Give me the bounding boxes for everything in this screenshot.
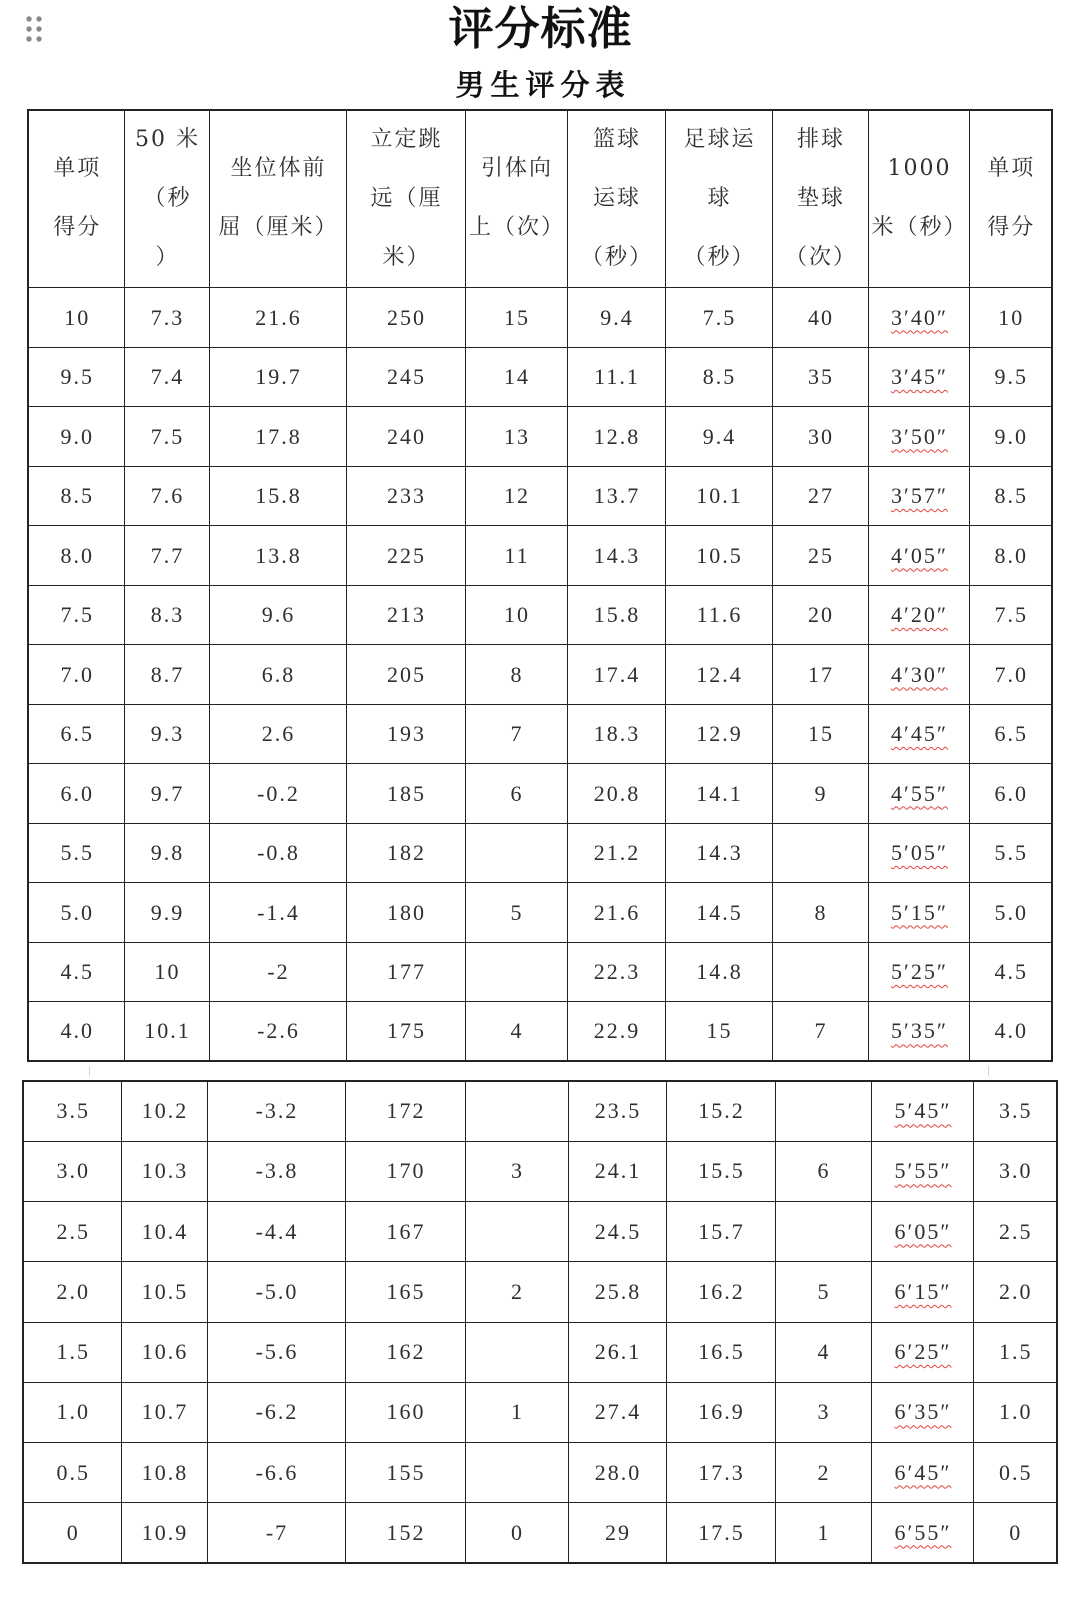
cell-pull-ups: [465, 1322, 568, 1382]
header-label-line: 垫球: [796, 185, 845, 211]
cell-basketball-dribble: 22.9: [567, 1002, 665, 1062]
cell-score-repeat: 5.5: [969, 823, 1052, 883]
cell-standing-long-jump: 165: [345, 1262, 465, 1322]
header-label-line: 单项: [987, 156, 1036, 182]
cell-volleyball-bump: 15: [772, 704, 868, 764]
header-row: [28, 110, 1052, 288]
cell-volleyball-bump: 5: [775, 1262, 871, 1322]
cell-run-1000m: 3′57″: [868, 466, 969, 526]
cell-football-dribble: 16.5: [666, 1322, 775, 1382]
cell-standing-long-jump: 240: [346, 407, 465, 467]
cell-sprint-50m: 10.2: [121, 1081, 207, 1141]
cell-sprint-50m: 7.4: [124, 347, 209, 407]
score-table-lower: [22, 1080, 1058, 1564]
header-label-line: 屈（厘米）: [218, 215, 339, 241]
table-row: [28, 585, 1052, 645]
cell-sit-and-reach: 17.8: [209, 407, 346, 467]
cell-football-dribble: 14.1: [665, 764, 772, 824]
header-label-line: 立定跳: [370, 127, 443, 152]
cell-basketball-dribble: 21.6: [567, 883, 665, 943]
cell-pull-ups: [465, 823, 567, 883]
cell-sit-and-reach: 9.6: [209, 585, 346, 645]
table-row: [23, 1443, 1057, 1503]
cell-sit-and-reach: -3.8: [207, 1141, 345, 1201]
cell-standing-long-jump: 193: [346, 704, 465, 764]
header-label-line: 1000: [887, 156, 952, 182]
cell-pull-ups: 0: [465, 1503, 568, 1563]
table-row: [23, 1202, 1057, 1262]
table-row: [28, 288, 1052, 348]
cell-sit-and-reach: -0.8: [209, 823, 346, 883]
header-label-line: 坐位体前: [230, 156, 327, 182]
cell-pull-ups: 3: [465, 1141, 568, 1201]
cell-sprint-50m: 8.3: [124, 585, 209, 645]
cell-pull-ups: 6: [465, 764, 567, 824]
cell-score: 4.0: [28, 1002, 124, 1062]
cell-basketball-dribble: 20.8: [567, 764, 665, 824]
cell-football-dribble: 16.9: [666, 1382, 775, 1442]
cell-run-1000m: 6′55″: [871, 1503, 973, 1563]
cell-football-dribble: 14.5: [665, 883, 772, 943]
table-row: [28, 347, 1052, 407]
cell-sprint-50m: 7.5: [124, 407, 209, 467]
cell-basketball-dribble: 21.2: [567, 823, 665, 883]
cell-score-repeat: 8.0: [969, 526, 1052, 586]
score-table-upper: [27, 109, 1053, 1062]
cell-sit-and-reach: 15.8: [209, 466, 346, 526]
cell-score-repeat: 7.5: [969, 585, 1052, 645]
cell-sprint-50m: 9.7: [124, 764, 209, 824]
cell-sit-and-reach: 2.6: [209, 704, 346, 764]
cell-sprint-50m: 10.1: [124, 1002, 209, 1062]
cell-volleyball-bump: 6: [775, 1141, 871, 1201]
cell-run-1000m: 5′45″: [871, 1081, 973, 1141]
cell-sprint-50m: 9.3: [124, 704, 209, 764]
cell-run-1000m: 6′45″: [871, 1443, 973, 1503]
cell-sit-and-reach: -2.6: [209, 1002, 346, 1062]
header-label-line: 得分: [53, 215, 102, 241]
cell-basketball-dribble: 28.0: [568, 1443, 666, 1503]
cell-pull-ups: 8: [465, 645, 567, 705]
cell-sit-and-reach: -5.6: [207, 1322, 345, 1382]
cell-sprint-50m: 10.3: [121, 1141, 207, 1201]
cell-football-dribble: 11.6: [665, 585, 772, 645]
cell-sit-and-reach: -5.0: [207, 1262, 345, 1322]
cell-volleyball-bump: [775, 1202, 871, 1262]
cell-score: 7.5: [28, 585, 124, 645]
cell-standing-long-jump: 170: [345, 1141, 465, 1201]
table-row: [28, 526, 1052, 586]
cell-run-1000m: 4′55″: [868, 764, 969, 824]
cell-pull-ups: 12: [465, 466, 567, 526]
cell-football-dribble: 12.4: [665, 645, 772, 705]
cell-basketball-dribble: 24.5: [568, 1202, 666, 1262]
page-title: 评分标准: [448, 2, 633, 55]
cell-standing-long-jump: 205: [346, 645, 465, 705]
table-row: [23, 1322, 1057, 1382]
table-split-marker: [988, 1066, 989, 1076]
header-label-line: 单项: [53, 156, 102, 182]
cell-standing-long-jump: 177: [346, 942, 465, 1002]
cell-sit-and-reach: -1.4: [209, 883, 346, 943]
cell-sprint-50m: 10.4: [121, 1202, 207, 1262]
cell-basketball-dribble: 27.4: [568, 1382, 666, 1442]
table-row: [28, 823, 1052, 883]
cell-basketball-dribble: 25.8: [568, 1262, 666, 1322]
cell-standing-long-jump: 225: [346, 526, 465, 586]
cell-volleyball-bump: 7: [772, 1002, 868, 1062]
cell-sit-and-reach: 13.8: [209, 526, 346, 586]
cell-run-1000m: 4′05″: [868, 526, 969, 586]
cell-sprint-50m: 9.8: [124, 823, 209, 883]
cell-score: 2.0: [23, 1262, 121, 1322]
cell-football-dribble: 8.5: [665, 347, 772, 407]
cell-basketball-dribble: 9.4: [567, 288, 665, 348]
cell-sprint-50m: 10.8: [121, 1443, 207, 1503]
cell-football-dribble: 15.7: [666, 1202, 775, 1262]
table-row: [28, 883, 1052, 943]
header-label-line: 球: [707, 185, 732, 211]
cell-football-dribble: 12.9: [665, 704, 772, 764]
cell-football-dribble: 15.2: [666, 1081, 775, 1141]
cell-score: 9.5: [28, 347, 124, 407]
table-row: [23, 1141, 1057, 1201]
cell-football-dribble: 16.2: [666, 1262, 775, 1322]
cell-score: 5.5: [28, 823, 124, 883]
table-row: [28, 704, 1052, 764]
cell-sit-and-reach: -6.6: [207, 1443, 345, 1503]
header-label-line: ）: [155, 244, 180, 270]
header-label-line: 上（次）: [468, 215, 565, 241]
table-body-lower: [23, 1081, 1057, 1563]
cell-pull-ups: 10: [465, 585, 567, 645]
header-score-repeat: [969, 110, 1052, 288]
cell-basketball-dribble: 11.1: [567, 347, 665, 407]
table-row: [28, 645, 1052, 705]
cell-volleyball-bump: 40: [772, 288, 868, 348]
cell-score: 8.0: [28, 526, 124, 586]
cell-volleyball-bump: 27: [772, 466, 868, 526]
cell-volleyball-bump: 9: [772, 764, 868, 824]
cell-run-1000m: 5′55″: [871, 1141, 973, 1201]
cell-pull-ups: 15: [465, 288, 567, 348]
cell-score: 3.5: [23, 1081, 121, 1141]
cell-basketball-dribble: 15.8: [567, 585, 665, 645]
cell-score: 10: [28, 288, 124, 348]
cell-football-dribble: 17.5: [666, 1503, 775, 1563]
cell-standing-long-jump: 180: [346, 883, 465, 943]
cell-standing-long-jump: 162: [345, 1322, 465, 1382]
cell-score-repeat: 3.0: [973, 1141, 1057, 1201]
cell-score-repeat: 9.0: [969, 407, 1052, 467]
cell-football-dribble: 14.3: [665, 823, 772, 883]
cell-standing-long-jump: 160: [345, 1382, 465, 1442]
cell-run-1000m: 6′25″: [871, 1322, 973, 1382]
cell-standing-long-jump: 155: [345, 1443, 465, 1503]
header-label-line: 篮球: [592, 127, 641, 152]
cell-standing-long-jump: 182: [346, 823, 465, 883]
cell-score-repeat: 6.5: [969, 704, 1052, 764]
cell-pull-ups: 7: [465, 704, 567, 764]
table-row: [23, 1503, 1057, 1563]
header-label-line: 得分: [987, 215, 1036, 241]
cell-pull-ups: 13: [465, 407, 567, 467]
header-pull-ups: [465, 110, 567, 288]
cell-standing-long-jump: 185: [346, 764, 465, 824]
cell-volleyball-bump: [775, 1081, 871, 1141]
table-row: [23, 1382, 1057, 1442]
table-row: [28, 942, 1052, 1002]
cell-sprint-50m: 9.9: [124, 883, 209, 943]
table-row: [23, 1262, 1057, 1322]
header-run-1000m: [868, 110, 969, 288]
cell-sit-and-reach: 6.8: [209, 645, 346, 705]
cell-volleyball-bump: 30: [772, 407, 868, 467]
cell-score-repeat: 3.5: [973, 1081, 1057, 1141]
cell-run-1000m: 4′45″: [868, 704, 969, 764]
cell-sprint-50m: 10.9: [121, 1503, 207, 1563]
cell-score: 6.0: [28, 764, 124, 824]
cell-sprint-50m: 10: [124, 942, 209, 1002]
cell-standing-long-jump: 213: [346, 585, 465, 645]
cell-score: 6.5: [28, 704, 124, 764]
cell-score: 2.5: [23, 1202, 121, 1262]
cell-score: 1.5: [23, 1322, 121, 1382]
cell-basketball-dribble: 17.4: [567, 645, 665, 705]
header-standing-long-jump: [346, 110, 465, 288]
cell-football-dribble: 9.4: [665, 407, 772, 467]
cell-basketball-dribble: 22.3: [567, 942, 665, 1002]
cell-run-1000m: 6′15″: [871, 1262, 973, 1322]
cell-basketball-dribble: 23.5: [568, 1081, 666, 1141]
cell-pull-ups: [465, 1443, 568, 1503]
cell-sprint-50m: 10.7: [121, 1382, 207, 1442]
table-row: [28, 1002, 1052, 1062]
cell-score-repeat: 2.5: [973, 1202, 1057, 1262]
cell-sit-and-reach: -2: [209, 942, 346, 1002]
table-body-upper: [28, 288, 1052, 1062]
cell-sit-and-reach: 19.7: [209, 347, 346, 407]
cell-score-repeat: 10: [969, 288, 1052, 348]
cell-volleyball-bump: 4: [775, 1322, 871, 1382]
cell-score-repeat: 0: [973, 1503, 1057, 1563]
header-score: [28, 110, 124, 288]
header-sit-and-reach: [209, 110, 346, 288]
cell-pull-ups: [465, 1202, 568, 1262]
cell-run-1000m: 4′30″: [868, 645, 969, 705]
cell-football-dribble: 7.5: [665, 288, 772, 348]
cell-volleyball-bump: 2: [775, 1443, 871, 1503]
cell-sit-and-reach: -7: [207, 1503, 345, 1563]
cell-standing-long-jump: 175: [346, 1002, 465, 1062]
cell-football-dribble: 10.1: [665, 466, 772, 526]
cell-run-1000m: 5′25″: [868, 942, 969, 1002]
cell-run-1000m: 5′35″: [868, 1002, 969, 1062]
header-label-line: 足球运: [683, 127, 756, 152]
cell-sit-and-reach: -3.2: [207, 1081, 345, 1141]
cell-sprint-50m: 10.5: [121, 1262, 207, 1322]
cell-standing-long-jump: 250: [346, 288, 465, 348]
cell-pull-ups: 2: [465, 1262, 568, 1322]
cell-score-repeat: 8.5: [969, 466, 1052, 526]
cell-score: 3.0: [23, 1141, 121, 1201]
cell-score-repeat: 0.5: [973, 1443, 1057, 1503]
cell-sprint-50m: 7.6: [124, 466, 209, 526]
cell-volleyball-bump: 17: [772, 645, 868, 705]
cell-run-1000m: 3′45″: [868, 347, 969, 407]
cell-score: 8.5: [28, 466, 124, 526]
cell-run-1000m: 4′20″: [868, 585, 969, 645]
cell-football-dribble: 14.8: [665, 942, 772, 1002]
cell-football-dribble: 15.5: [666, 1141, 775, 1201]
cell-score-repeat: 4.0: [969, 1002, 1052, 1062]
cell-volleyball-bump: 8: [772, 883, 868, 943]
cell-score: 9.0: [28, 407, 124, 467]
header-label-line: 引体向: [480, 156, 553, 182]
cell-basketball-dribble: 29: [568, 1503, 666, 1563]
cell-score-repeat: 2.0: [973, 1262, 1057, 1322]
header-label-line: 50 米: [135, 127, 200, 152]
header-football-dribble: [665, 110, 772, 288]
cell-volleyball-bump: 3: [775, 1382, 871, 1442]
cell-score-repeat: 1.0: [973, 1382, 1057, 1442]
header-volleyball-bump: [772, 110, 868, 288]
header-label-line: 运球: [592, 185, 641, 211]
cell-sit-and-reach: -0.2: [209, 764, 346, 824]
header-label-line: 米）: [382, 244, 431, 270]
header-label-line: 远（厘: [370, 185, 443, 211]
cell-basketball-dribble: 26.1: [568, 1322, 666, 1382]
cell-football-dribble: 10.5: [665, 526, 772, 586]
cell-sprint-50m: 10.6: [121, 1322, 207, 1382]
cell-sprint-50m: 7.7: [124, 526, 209, 586]
cell-run-1000m: 5′15″: [868, 883, 969, 943]
cell-volleyball-bump: 25: [772, 526, 868, 586]
cell-basketball-dribble: 18.3: [567, 704, 665, 764]
cell-volleyball-bump: [772, 823, 868, 883]
cell-basketball-dribble: 24.1: [568, 1141, 666, 1201]
cell-score-repeat: 9.5: [969, 347, 1052, 407]
cell-run-1000m: 5′05″: [868, 823, 969, 883]
cell-score-repeat: 5.0: [969, 883, 1052, 943]
cell-pull-ups: 4: [465, 1002, 567, 1062]
cell-score-repeat: 1.5: [973, 1322, 1057, 1382]
cell-standing-long-jump: 152: [345, 1503, 465, 1563]
header-label-line: （秒）: [683, 244, 756, 270]
table-row: [28, 466, 1052, 526]
cell-pull-ups: [465, 942, 567, 1002]
cell-standing-long-jump: 167: [345, 1202, 465, 1262]
cell-sit-and-reach: -6.2: [207, 1382, 345, 1442]
cell-score-repeat: 4.5: [969, 942, 1052, 1002]
table-subtitle: 男生评分表: [455, 68, 631, 102]
header-label-line: （次）: [784, 244, 857, 270]
cell-run-1000m: 3′50″: [868, 407, 969, 467]
cell-pull-ups: 1: [465, 1382, 568, 1442]
header-label-line: （秒: [143, 185, 192, 211]
cell-standing-long-jump: 172: [345, 1081, 465, 1141]
cell-basketball-dribble: 13.7: [567, 466, 665, 526]
cell-pull-ups: 11: [465, 526, 567, 586]
cell-score: 0: [23, 1503, 121, 1563]
table-row: [23, 1081, 1057, 1141]
cell-sit-and-reach: 21.6: [209, 288, 346, 348]
cell-pull-ups: 5: [465, 883, 567, 943]
cell-volleyball-bump: 1: [775, 1503, 871, 1563]
header-sprint-50m: [124, 110, 209, 288]
cell-score: 5.0: [28, 883, 124, 943]
cell-score: 4.5: [28, 942, 124, 1002]
cell-run-1000m: 3′40″: [868, 288, 969, 348]
cell-football-dribble: 15: [665, 1002, 772, 1062]
cell-standing-long-jump: 233: [346, 466, 465, 526]
header-basketball-dribble: [567, 110, 665, 288]
table-header: [28, 110, 1052, 288]
cell-score: 7.0: [28, 645, 124, 705]
cell-score: 0.5: [23, 1443, 121, 1503]
table-split-marker: [89, 1066, 90, 1076]
cell-basketball-dribble: 12.8: [567, 407, 665, 467]
table-row: [28, 764, 1052, 824]
cell-score-repeat: 7.0: [969, 645, 1052, 705]
header-label-line: 排球: [796, 127, 845, 152]
cell-volleyball-bump: [772, 942, 868, 1002]
cell-volleyball-bump: 20: [772, 585, 868, 645]
cell-score-repeat: 6.0: [969, 764, 1052, 824]
cell-basketball-dribble: 14.3: [567, 526, 665, 586]
cell-pull-ups: [465, 1081, 568, 1141]
table-row: [28, 407, 1052, 467]
cell-sprint-50m: 8.7: [124, 645, 209, 705]
cell-football-dribble: 17.3: [666, 1443, 775, 1503]
cell-score: 1.0: [23, 1382, 121, 1442]
header-label-line: 米（秒）: [871, 215, 968, 241]
cell-pull-ups: 14: [465, 347, 567, 407]
header-label-line: （秒）: [580, 244, 653, 270]
cell-standing-long-jump: 245: [346, 347, 465, 407]
cell-sit-and-reach: -4.4: [207, 1202, 345, 1262]
cell-run-1000m: 6′05″: [871, 1202, 973, 1262]
cell-run-1000m: 6′35″: [871, 1382, 973, 1442]
cell-volleyball-bump: 35: [772, 347, 868, 407]
cell-sprint-50m: 7.3: [124, 288, 209, 348]
